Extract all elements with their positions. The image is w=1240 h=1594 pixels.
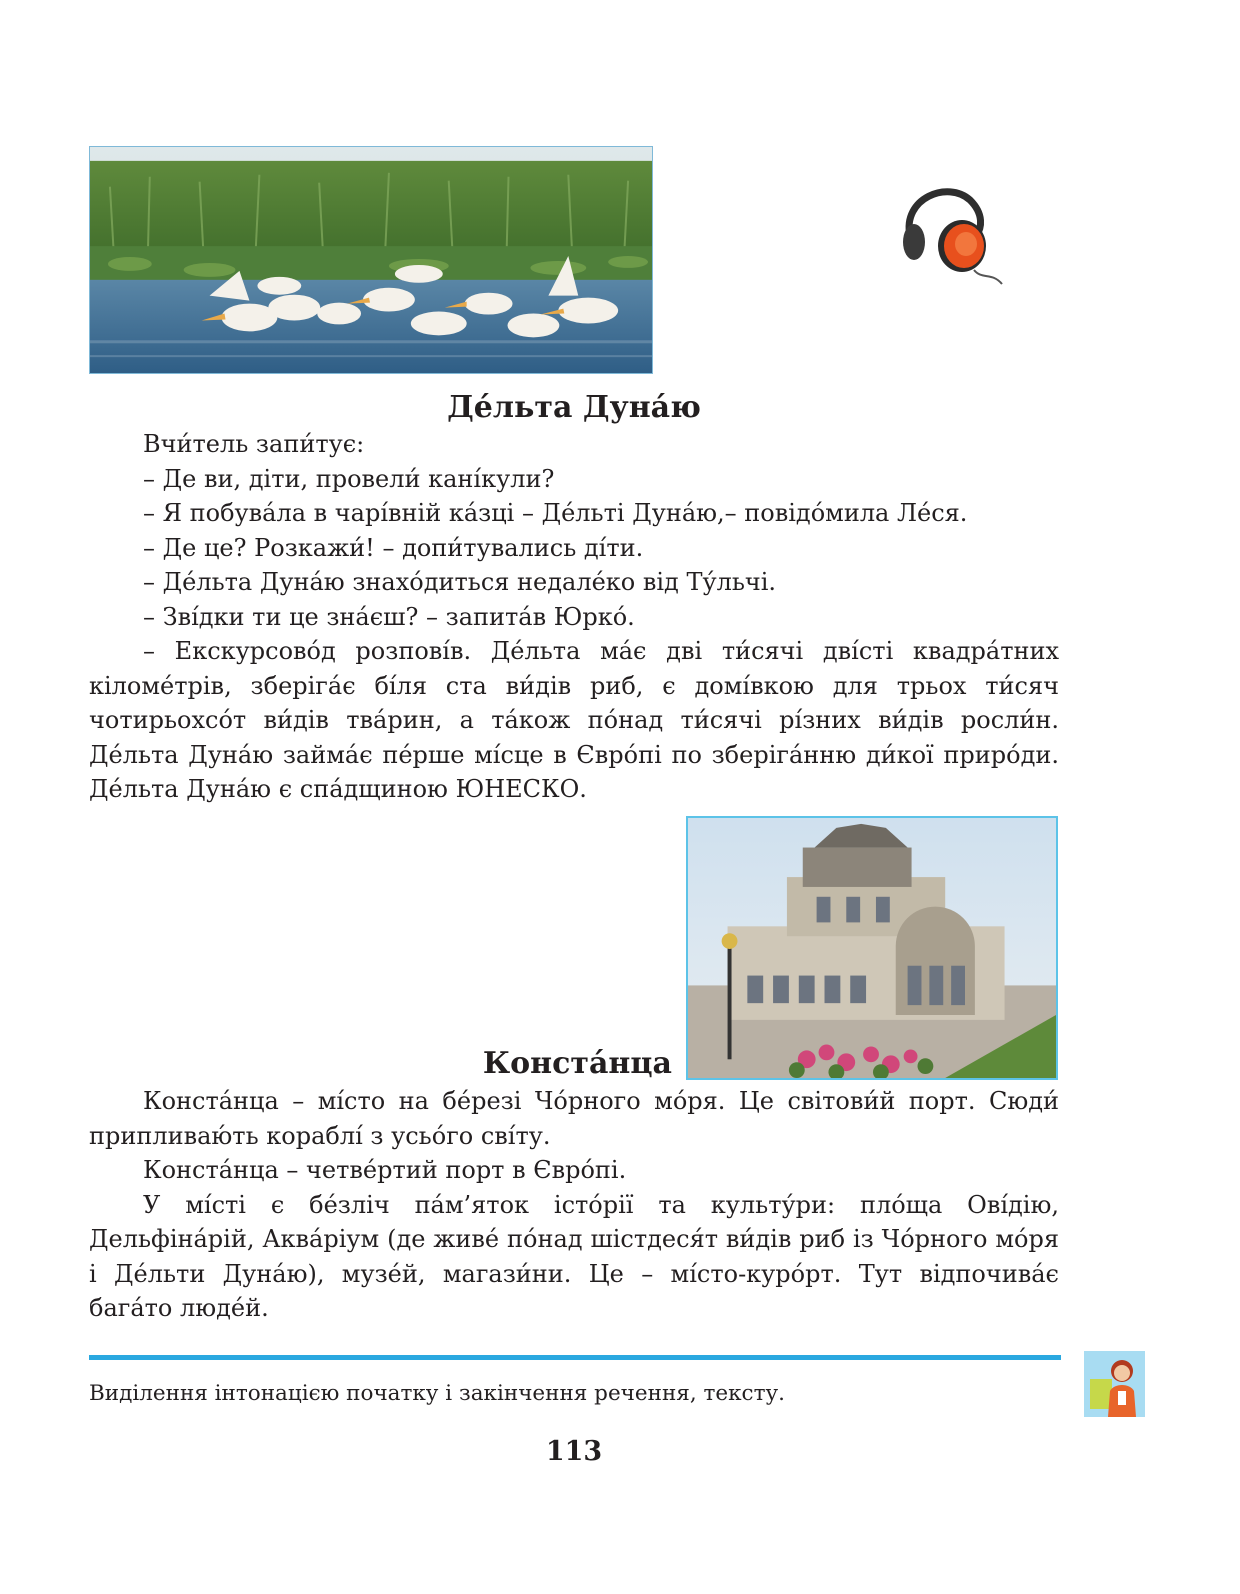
pelicans-photo: [89, 146, 653, 374]
section-title-delta: Де́льта Дуна́ю: [447, 390, 701, 425]
constanta-paragraph-text: Конста́нца – мі́сто на бе́резі Чо́рного мо́ря. Це світови́й порт. Сюди́ припливаю́ть кораблі́ з усьо́го сві́ту.: [89, 1087, 1059, 1150]
divider-rule: [89, 1355, 1061, 1360]
headphones-icon[interactable]: [892, 184, 1006, 288]
dialogue-line: – Де́льта Дуна́ю знахо́диться недале́ко від Ту́льчі.: [143, 568, 777, 596]
section-title-constanta: Конста́нца: [482, 1046, 672, 1081]
constanta-paragraph: [89, 1188, 1059, 1326]
delta-paragraph-text: – Екскурсово́д розпові́в. Де́льта ма́є дві ти́сячі дві́сті квадра́тних кіломе́трів, зберіга́є бі́ля ста ви́дів риб, є домі́вкою для трьох ти́сяч чотирьохсо́т ви́дів тва́рин, а та́кож по́над ти́сячі рі́зних ви́дів росли́н. Де́льта Дуна́ю займа́є пе́рше мі́сце в Євро́пі по зберіга́нню ди́кої приро́ди. Де́льта Дуна́ю є спа́дщиною ЮНЕСКО.: [89, 637, 1059, 803]
dialogue-line: – Я побува́ла в чарі́вній ка́зці – Де́льті Дуна́ю,– повідо́мила Ле́ся.: [143, 499, 968, 527]
constanta-paragraph-text: У мі́сті є бе́зліч па́м’яток істо́рії та культу́ри: пло́ща Ові́дію, Дельфіна́рій, Аква́ріум (де живе́ по́над шістдеся́т ви́дів риб із Чо́рного мо́ря і Де́льти Дуна́ю), музе́й, магази́ни. Це – мі́сто-куро́рт. Тут відпочива́є бага́то люде́й.: [89, 1190, 1059, 1322]
delta-paragraph: [89, 634, 1059, 807]
constanta-paragraph: Конста́нца – четве́ртий порт в Євро́пі.: [143, 1156, 627, 1184]
constanta-paragraph: [89, 1084, 1059, 1153]
dialogue-line: – Де ви, діти, провели́ кані́кули?: [143, 464, 555, 493]
dialogue-line: – Де це? Розкажи́! – допи́тувались ді́ти.: [143, 533, 644, 562]
dialogue-line: Вчи́тель запи́тує:: [143, 430, 365, 458]
dialogue-line: – Зві́дки ти це зна́єш? – запита́в Юрко́.: [143, 602, 635, 631]
constanta-text: [89, 1084, 1059, 1326]
footer-note: Виділення інтонацією початку і закінчення речення, тексту.: [89, 1381, 785, 1406]
teacher-icon: [1084, 1351, 1145, 1417]
delta-text: [89, 427, 1059, 807]
casino-photo: [686, 816, 1058, 1080]
page-number: 113: [545, 1436, 603, 1467]
